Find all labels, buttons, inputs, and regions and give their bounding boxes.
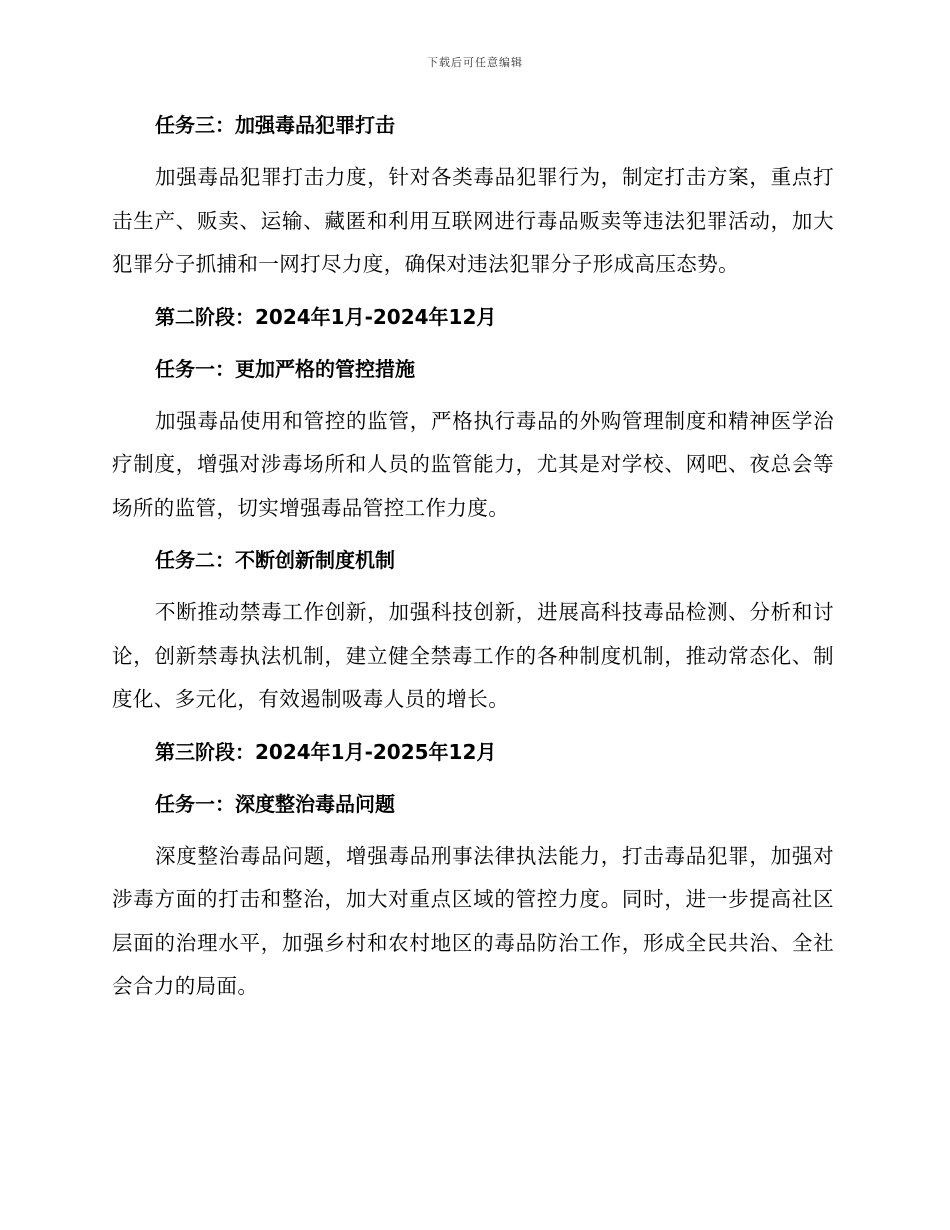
phase-heading: 第三阶段：2024年1月-2025年12月 bbox=[155, 739, 497, 764]
page-header: 下载后可任意编辑 bbox=[427, 56, 523, 69]
task-heading: 任务三：加强毒品犯罪打击 bbox=[155, 113, 395, 137]
task-heading: 任务二：不断创新制度机制 bbox=[155, 548, 395, 572]
task-heading: 任务一：深度整治毒品问题 bbox=[155, 791, 395, 816]
phase-heading: 第二阶段：2024年1月-2024年12月 bbox=[155, 304, 497, 329]
paragraph: 不断推动禁毒工作创新，加强科技创新，进展高科技毒品检测、分析和讨论，创新禁毒执法机制，建立健全禁毒工作的各种制度机制，推动常态化、制度化、多元化，有效遏制吸毒人员的增长。 bbox=[112, 600, 834, 711]
document-body bbox=[112, 104, 834, 1018]
paragraph: 加强毒品使用和管控的监管，严格执行毒品的外购管理制度和精神医学治疗制度，增强对涉毒场所和人员的监管能力，尤其是对学校、网吧、夜总会等场所的监管，切实增强毒品管控工作力度。 bbox=[112, 408, 834, 520]
paragraph: 加强毒品犯罪打击力度，针对各类毒品犯罪行为，制定打击方案，重点打击生产、贩卖、运输、藏匿和利用互联网进行毒品贩卖等违法犯罪活动，加大犯罪分子抓捕和一网打尽力度，确保对违法犯罪分子形成高压态势。 bbox=[112, 165, 834, 276]
task-heading: 任务一：更加严格的管控措施 bbox=[155, 356, 415, 381]
paragraph: 深度整治毒品问题，增强毒品刑事法律执法能力，打击毒品犯罪，加强对涉毒方面的打击和整治，加大对重点区域的管控力度。同时，进一步提高社区层面的治理水平，加强乡村和农村地区的毒品防治工作，形成全民共治、全社会合力的局面。 bbox=[112, 843, 834, 998]
